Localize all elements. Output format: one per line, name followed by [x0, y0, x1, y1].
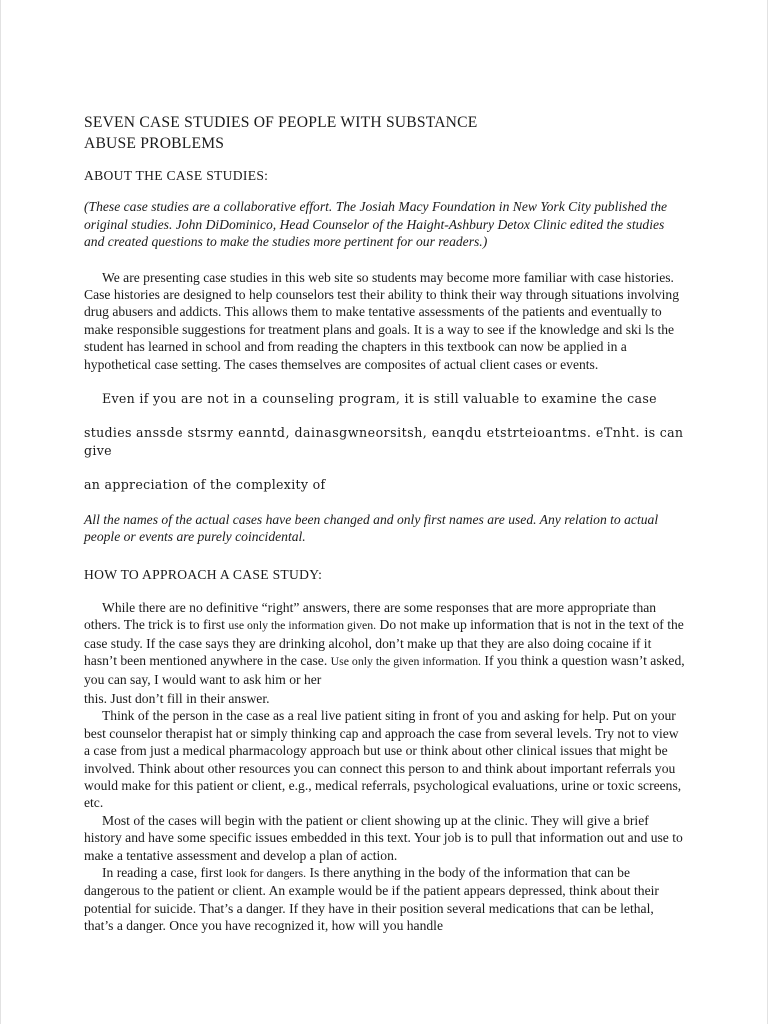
paragraph-no-right-answers — [84, 599, 686, 688]
scrambled-text: anssde stsrmy eanntd, dainasgwneorsitsh, eanqdu etstrteioantms. eTnht. — [136, 425, 641, 441]
paragraph-even-if — [84, 390, 686, 494]
disclaimer-italic: All the names of the actual cases have been changed and only first names are used. Any relation to actual people or events are purely coincidental. — [84, 511, 659, 545]
paragraph-most-cases: Most of the cases will begin with the patient or client showing up at the clinic. They will give a brief history and have some specific issues embedded in this text. Your job is to pull that information out and use to make a tentative assessment and develop a plan of action. — [84, 812, 683, 863]
about-heading: ABOUT THE CASE STUDIES: — [84, 168, 269, 183]
document-body — [84, 112, 686, 935]
look-for-dangers-emphasis: look for dangers. — [225, 866, 307, 880]
even-if-line-1: Even if you are not in a counseling program, it is still valuable to examine the case — [102, 391, 657, 407]
is-can-give: is can give — [84, 425, 684, 458]
para6-part-b: Is there anything in the body of the information that can be dangerous to the patient or client. An example would be if the patient appears depressed, think about their potential for suicide. That’s a danger. If they have in their position several medications that can be lethal, that’s a danger. Once you have recognized it, how will you handle — [84, 865, 659, 934]
para3-part-c: If you think a question wasn’t asked, you can say, I would want to ask him or her — [84, 653, 685, 687]
even-if-line-3: an appreciation of the complexity of — [84, 477, 326, 493]
even-if-line-2 — [84, 424, 686, 459]
use-only-given-emphasis: Use only the given information. — [330, 654, 482, 669]
paragraph-think-of-person: Think of the person in the case as a real live patient siting in front of you and asking for help. Put on your best counselor therapist hat or simply thinking cap and approach the case from several levels. Try not to view a case from just a medical pharmacology approach but use or think about other clinical issues that might be involved. Think about other resources you can connect this person to and think about important referrals you would make for this patient or client, e.g., medical referrals, psychological evaluations, urine or toxic screens, etc. — [84, 708, 682, 811]
studies-word: studies — [84, 425, 137, 441]
document-title — [84, 112, 686, 154]
para3-part-a: While there are no definitive “right” answers, there are some responses that are more appropriate than others. The trick is to first — [84, 599, 657, 633]
paragraph-intro: We are presenting case studies in this web site so students may become more familiar with case histories. Case histories are designed to help counselors test their ability to think their way through situations involving drug abusers and addicts. This allows them to make tentative assessments of the patients and eventually to make responsible suggestions for treatment plans and goals. It is a way to see if the knowledge and ski ls the student has learned in school and from reading the chapters in this textbook can now be applied in a hypothetical case setting. The cases themselves are composites of actual client cases or events. — [84, 269, 680, 372]
paragraph-look-for-dangers — [84, 864, 686, 935]
title-line-1: SEVEN CASE STUDIES OF PEOPLE WITH SUBSTANCE — [84, 114, 478, 131]
para3-part-b: Do not make up information that is not in the text of the case study. If the case says they are drinking alcohol, don’t make up that they are also doing cocaine if it hasn’t been mentioned anywhere in the case. — [84, 617, 684, 669]
approach-heading: HOW TO APPROACH A CASE STUDY: — [84, 566, 323, 582]
para6-part-a: In reading a case, first — [102, 865, 226, 880]
title-line-2: ABUSE PROBLEMS — [84, 135, 225, 152]
intro-italic-note: (These case studies are a collaborative effort. The Josiah Macy Foundation in New York City published the original studies. John DiDominico, Head Counselor of the Haight-Ashbury Detox Clinic edited the studies and created questions to make the studies more pertinent for our readers.) — [84, 199, 668, 250]
use-only-info-emphasis: use only the information given. — [228, 618, 377, 633]
paragraph-dont-fill: this. Just don’t fill in their answer. — [84, 690, 270, 706]
